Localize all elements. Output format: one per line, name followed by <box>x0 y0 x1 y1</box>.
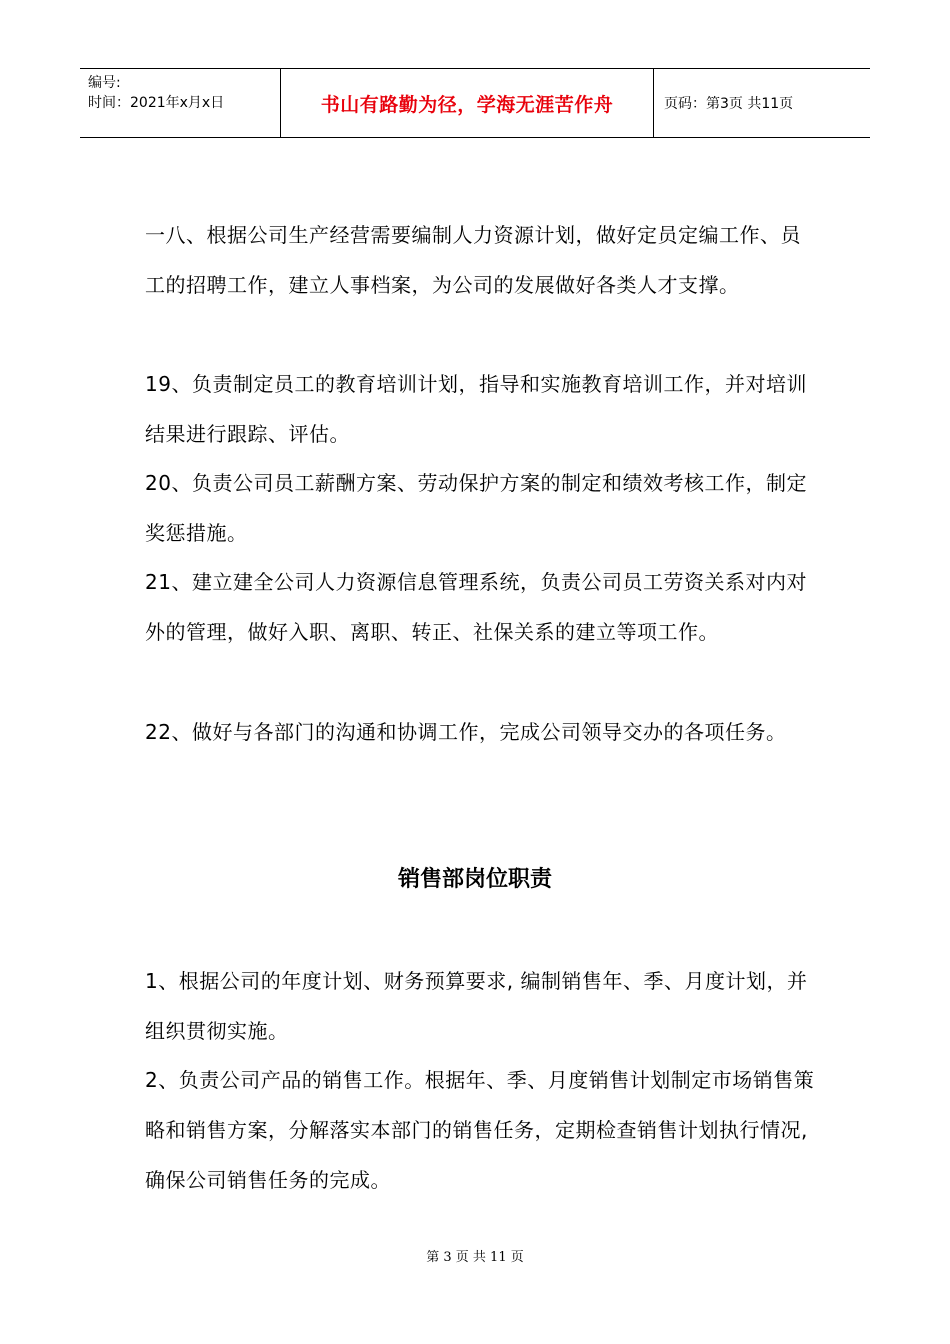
paragraph-19: 19、负责制定员工的教育培训计划，指导和实施教育培训工作，并对培训结果进行跟踪、评估。 <box>145 372 807 446</box>
header-motto: 书山有路勤为径，学海无涯苦作舟 <box>281 69 654 137</box>
page-header <box>80 68 870 138</box>
page-footer: 第 3 页 共 11 页 <box>426 1250 524 1265</box>
paragraph-22: 22、做好与各部门的沟通和协调工作，完成公司领导交办的各项任务。 <box>145 720 787 744</box>
paragraph-18: 一八、根据公司生产经营需要编制人力资源计划，做好定员定编工作、员工的招聘工作，建立人事档案，为公司的发展做好各类人才支撑。 <box>145 223 801 297</box>
paragraph-21: 21、建立建全公司人力资源信息管理系统，负责公司员工劳资关系对内对外的管理，做好入职、离职、转正、社保关系的建立等项工作。 <box>145 570 807 644</box>
sales-paragraph-1: 1、根据公司的年度计划、财务预算要求, 编制销售年、季、月度计划，并组织贯彻实施。 <box>145 969 808 1043</box>
header-page-info: 页码：第3页 共11页 <box>664 96 794 112</box>
section-title: 销售部岗位职责 <box>397 867 552 892</box>
sales-paragraph-2: 2、负责公司产品的销售工作。根据年、季、月度销售计划制定市场销售策略和销售方案，分解落实本部门的销售任务，定期检查销售计划执行情况,确保公司销售任务的完成。 <box>145 1068 815 1192</box>
time-label: 时间：2021年x月x日 <box>88 95 225 111</box>
paragraph-20: 20、负责公司员工薪酬方案、劳动保护方案的制定和绩效考核工作，制定奖惩措施。 <box>145 471 807 545</box>
number-label: 编号: <box>88 75 121 91</box>
header-meta <box>80 69 281 137</box>
